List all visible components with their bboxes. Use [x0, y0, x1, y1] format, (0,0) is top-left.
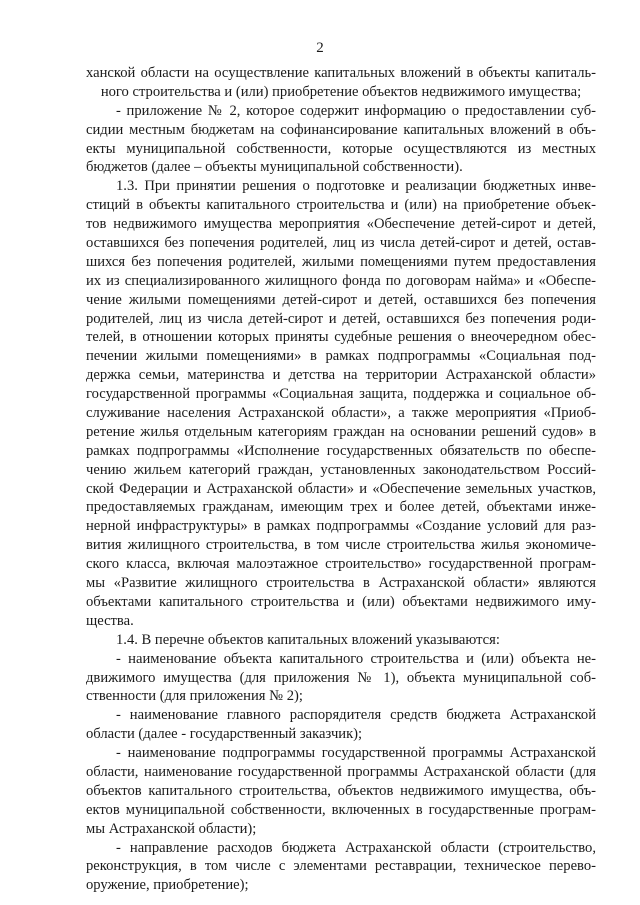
text-line: области, наименование государственной программы Астраханской области (для: [86, 763, 596, 780]
text-line: ского класса, включая малоэтажное строительство» государственной програм-: [86, 556, 596, 573]
text-line: оружение, приобретение);: [86, 877, 249, 894]
text-line: служивание населения Астраханской области», а также мероприятия «Приоб-: [86, 405, 596, 422]
text-line: их из специализированного жилищного фонда по договорам найма» и «Обеспе-: [86, 272, 596, 289]
text-line: - приложение № 2, которое содержит информацию о предоставлении суб-: [116, 102, 596, 119]
page-number: 2: [316, 40, 324, 56]
text-line: екты муниципальной собственности, которые осуществляются из местных: [86, 140, 596, 157]
text-line: бюджетов (далее – объекты муниципальной собственности).: [86, 159, 463, 176]
text-line: ного строительства и (или) приобретение объектов недвижимого имущества;: [100, 83, 582, 100]
text-line: ской Федерации и Астраханской области» и «Обеспечение земельных участков,: [86, 480, 596, 497]
text-line: родителей, лиц из числа детей-сирот и детей, оставшихся без попечения роди-: [86, 310, 596, 327]
text-line: чение жилыми помещениями детей-сирот и детей, оставшихся без попечения: [86, 291, 596, 308]
text-line: стиций в объекты капитального строительства и (или) на приобретение объек-: [86, 197, 596, 214]
text-line: мы «Развитие жилищного строительства в Астраханской области» являются: [86, 575, 596, 592]
text-line: телей, в отношении которых приняты судебные решения о внеочередном обес-: [86, 329, 596, 346]
text-line: реконструкция, в том числе с элементами реставрации, техническое перево-: [86, 858, 596, 875]
text-line: объектами капитального строительства и (или) объектами недвижимого иму-: [86, 593, 596, 610]
text-line: держка семьи, материнства и детства на территории Астраханской области»: [86, 367, 596, 384]
text-line: рамках подпрограммы «Исполнение государственных обязательств по обеспе-: [86, 442, 596, 459]
text-line: печении жилыми помещениями» в рамках подпрограммы «Социальная под-: [86, 348, 596, 365]
text-line: мы Астраханской области);: [86, 820, 257, 837]
text-line: шихся без попечения родителей, жилыми помещениями путем предоставления: [86, 253, 596, 270]
text-line: оставшихся без попечения родителей, лиц из числа детей-сирот и детей, остав-: [86, 235, 596, 252]
text-line: щества.: [86, 612, 134, 629]
text-line: 1.4. В перечне объектов капитальных вложений указываются:: [116, 631, 500, 648]
text-line: предоставляемых гражданам, имеющим трех и более детей, объектами инже-: [86, 499, 596, 516]
text-line: - направление расходов бюджета Астраханской области (строительство,: [116, 839, 596, 856]
text-line: - наименование объекта капитального строительства и (или) объекта не-: [116, 650, 596, 667]
text-line: ственности (для приложения № 2);: [86, 688, 303, 705]
text-line: движимого имущества (для приложения № 1), объекта муниципальной соб-: [86, 669, 596, 686]
text-line: области (далее - государственный заказчик);: [86, 726, 363, 743]
text-line: чению жильем категорий граждан, установленных законодательством Россий-: [86, 461, 596, 478]
text-line: государственной программы «Социальная защита, поддержка и социальное об-: [86, 386, 596, 403]
text-line: нерной инфраструктуры» в рамках подпрограммы «Создание условий для раз-: [86, 518, 596, 535]
text-line: тов недвижимого имущества мероприятия «Обеспечение детей-сирот и детей,: [86, 216, 596, 233]
text-line: - наименование главного распорядителя средств бюджета Астраханской: [116, 707, 596, 724]
text-line: ектов муниципальной собственности, включенных в государственные програм-: [86, 801, 596, 818]
text-line: ретение жилья отдельным категориям граждан на основании решений судов» в: [86, 423, 596, 440]
text-line: сидии местным бюджетам на софинансирование капитальных вложений в объ-: [86, 121, 596, 138]
text-line: объектов капитального строительства, объектов недвижимого имущества, объ-: [86, 782, 596, 799]
document-body: [86, 64, 596, 895]
text-line: вития жилищного строительства, в том числе строительства жилья экономиче-: [86, 537, 596, 554]
text-line: - наименование подпрограммы государственной программы Астраханской: [116, 745, 596, 762]
text-line: ханской области на осуществление капитальных вложений в объекты капиталь-: [86, 65, 596, 81]
text-line: 1.3. При принятии решения о подготовке и реализации бюджетных инве-: [116, 178, 596, 195]
